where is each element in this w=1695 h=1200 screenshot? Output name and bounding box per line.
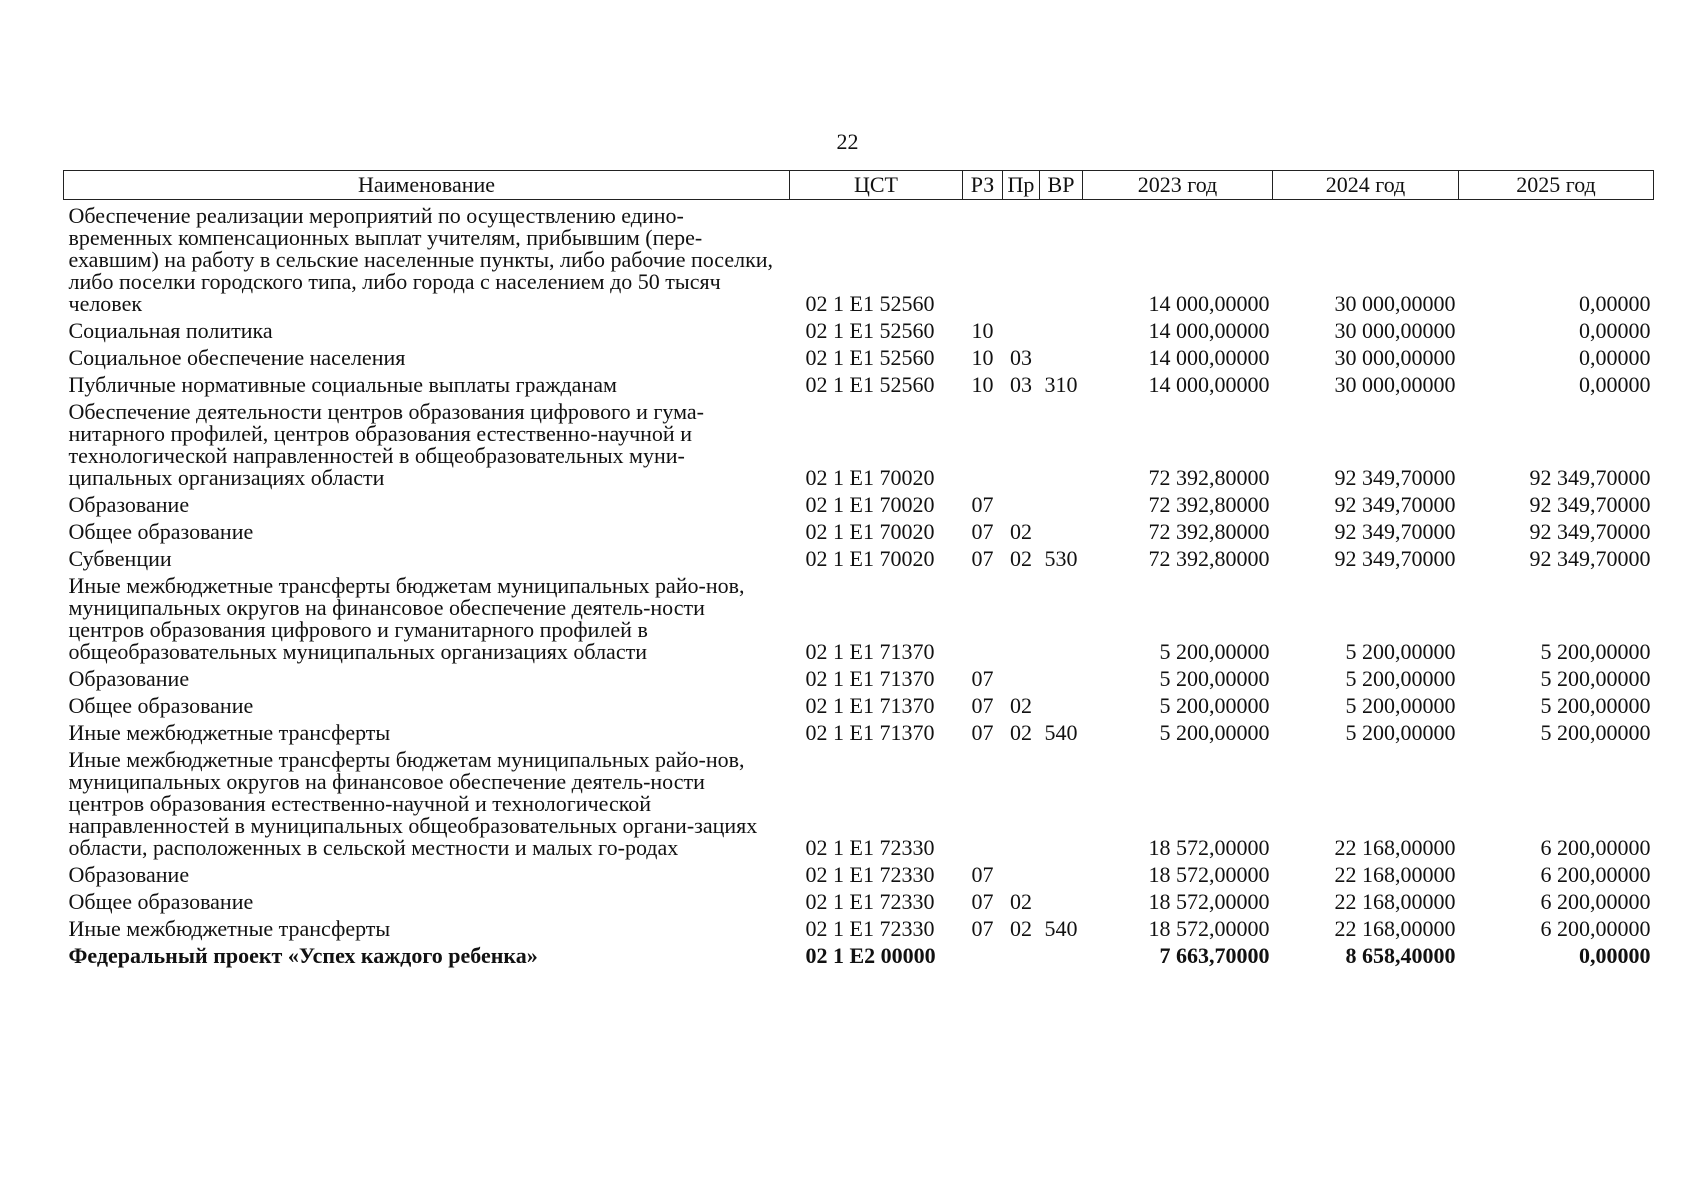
row-vr [1040,315,1083,342]
row-amount-2023: 5 200,00000 [1159,666,1270,691]
row-cst: 02 1 E1 71370 [805,720,935,745]
row-pr: 03 [1010,372,1032,397]
header-rz: РЗ [963,171,1003,200]
row-amount-2025: 92 349,70000 [1529,546,1651,571]
row-amount-2025: 92 349,70000 [1529,492,1651,517]
row-amount-2023: 5 200,00000 [1159,639,1270,664]
row-pr [1003,744,1040,859]
row-pr [1003,396,1040,489]
row-pr [1003,570,1040,663]
row-amount-2023: 72 392,80000 [1148,546,1270,571]
row-cst: 02 1 E1 70020 [805,492,935,517]
table-row [64,315,1654,342]
row-vr [1040,396,1083,489]
row-vr: 540 [1044,720,1078,745]
table-row [64,342,1654,369]
table-row [64,489,1654,516]
row-name: Образование [68,492,190,517]
row-name: Обеспечение деятельности центров образования цифрового и гума-нитарного профилей, центров образования естественно-научной и технологической направленностей в общеобразовательных муни-ципальных организациях области [68,399,704,490]
row-pr [1003,200,1040,316]
table-row [64,744,1654,859]
row-amount-2024: 22 168,00000 [1334,916,1456,941]
table-row [64,200,1654,316]
table-row [64,543,1654,570]
row-cst: 02 1 E1 72330 [805,889,935,914]
row-amount-2023: 72 392,80000 [1148,465,1270,490]
row-vr [1040,516,1083,543]
row-amount-2024: 92 349,70000 [1334,546,1456,571]
row-rz: 10 [971,372,994,397]
header-2024: 2024 год [1273,171,1459,200]
row-amount-2023: 14 000,00000 [1148,345,1270,370]
row-amount-2023: 5 200,00000 [1159,720,1270,745]
row-pr: 02 [1010,720,1032,745]
row-rz: 07 [971,519,994,544]
row-cst: 02 1 E1 71370 [805,666,935,691]
row-name: Общее образование [68,693,254,718]
row-amount-2024: 30 000,00000 [1334,345,1456,370]
row-amount-2025: 5 200,00000 [1540,639,1651,664]
row-vr [1040,859,1083,886]
header-name: Наименование [64,171,790,200]
row-rz: 07 [971,693,994,718]
row-name: Федеральный проект «Успех каждого ребенка» [68,943,538,968]
row-name: Субвенции [68,546,172,571]
row-amount-2023: 18 572,00000 [1148,835,1270,860]
row-vr: 310 [1044,372,1078,397]
row-pr: 02 [1010,889,1032,914]
row-name: Публичные нормативные социальные выплаты гражданам [68,372,617,397]
row-vr [1040,663,1083,690]
row-rz: 10 [971,318,994,343]
row-amount-2023: 18 572,00000 [1148,889,1270,914]
header-pr: Пр [1003,171,1040,200]
row-amount-2024: 22 168,00000 [1334,862,1456,887]
row-name: Иные межбюджетные трансферты бюджетам муниципальных райо-нов, муниципальных округов на финансовое обеспечение деятель-ности центров образования естественно-научной и технологической направленностей в муниципальных общеобразовательных органи-зациях области, расположенных в сельской местности и малых го-родах [68,747,758,860]
page-number: 22 [836,129,859,154]
row-vr [1040,940,1083,967]
row-amount-2024: 5 200,00000 [1345,693,1456,718]
row-amount-2023: 7 663,70000 [1159,943,1270,968]
row-amount-2024: 5 200,00000 [1345,720,1456,745]
row-rz: 07 [971,492,994,517]
row-pr [1003,315,1040,342]
row-amount-2023: 18 572,00000 [1148,916,1270,941]
row-amount-2025: 5 200,00000 [1540,720,1651,745]
row-pr [1003,663,1040,690]
row-amount-2025: 92 349,70000 [1529,465,1651,490]
table-row [64,859,1654,886]
row-name: Образование [68,862,190,887]
table-row [64,396,1654,489]
row-amount-2023: 72 392,80000 [1148,519,1270,544]
row-pr [1003,489,1040,516]
row-amount-2025: 6 200,00000 [1540,862,1651,887]
row-vr [1040,690,1083,717]
row-amount-2023: 5 200,00000 [1159,693,1270,718]
row-amount-2025: 5 200,00000 [1540,693,1651,718]
row-pr [1003,859,1040,886]
row-rz: 07 [971,916,994,941]
row-amount-2024: 22 168,00000 [1334,835,1456,860]
header-vr: ВР [1040,171,1083,200]
row-amount-2024: 8 658,40000 [1345,943,1456,968]
row-name: Общее образование [68,519,254,544]
row-amount-2023: 14 000,00000 [1148,291,1270,316]
row-amount-2025: 6 200,00000 [1540,889,1651,914]
table-row [64,886,1654,913]
row-amount-2025: 92 349,70000 [1529,519,1651,544]
row-cst: 02 1 E1 70020 [805,519,935,544]
table-row [64,570,1654,663]
row-rz: 07 [971,720,994,745]
table-row [64,940,1654,967]
row-amount-2024: 92 349,70000 [1334,465,1456,490]
row-amount-2025: 0,00000 [1579,318,1651,343]
row-name: Обеспечение реализации мероприятий по осуществлению едино-временных компенсационных выплат учителям, прибывшим (пере-ехавшим) на работу в сельские населенные пункты, либо рабочие поселки, либо поселки городского типа, либо города с населением до 50 тысяч человек [68,203,774,316]
row-amount-2025: 6 200,00000 [1540,916,1651,941]
row-amount-2025: 0,00000 [1579,345,1651,370]
row-name: Общее образование [68,889,254,914]
row-name: Иные межбюджетные трансферты бюджетам муниципальных райо-нов, муниципальных округов на финансовое обеспечение деятель-ности центров образования цифрового и гуманитарного профилей в общеобразовательных муниципальных организациях области [68,573,745,664]
row-rz [963,744,1003,859]
header-cst: ЦСТ [790,171,963,200]
table-row [64,516,1654,543]
table-body [64,200,1654,968]
row-vr [1040,342,1083,369]
table-row [64,717,1654,744]
row-pr: 03 [1010,345,1032,370]
table-row [64,913,1654,940]
row-cst: 02 1 E1 72330 [805,862,935,887]
row-vr [1040,886,1083,913]
row-amount-2025: 6 200,00000 [1540,835,1651,860]
row-cst: 02 1 E1 71370 [805,693,935,718]
row-rz [963,200,1003,316]
row-cst: 02 1 E1 70020 [805,465,935,490]
row-name: Образование [68,666,190,691]
row-amount-2025: 0,00000 [1579,943,1651,968]
budget-table [63,170,1654,967]
row-cst: 02 1 E1 72330 [805,916,935,941]
table-header-row [64,171,1654,200]
row-amount-2023: 72 392,80000 [1148,492,1270,517]
row-rz: 10 [971,345,994,370]
row-amount-2024: 5 200,00000 [1345,666,1456,691]
row-rz [963,396,1003,489]
row-amount-2024: 5 200,00000 [1345,639,1456,664]
row-pr: 02 [1010,916,1032,941]
row-rz: 07 [971,889,994,914]
row-name: Социальная политика [68,318,273,343]
row-amount-2024: 92 349,70000 [1334,492,1456,517]
row-pr: 02 [1010,519,1032,544]
row-cst: 02 1 E1 71370 [805,639,935,664]
row-amount-2024: 22 168,00000 [1334,889,1456,914]
row-cst: 02 1 E1 52560 [805,345,935,370]
row-rz: 07 [971,666,994,691]
row-amount-2024: 30 000,00000 [1334,318,1456,343]
row-amount-2024: 92 349,70000 [1334,519,1456,544]
row-amount-2024: 30 000,00000 [1334,291,1456,316]
row-vr [1040,570,1083,663]
row-pr [1003,940,1040,967]
header-2023: 2023 год [1083,171,1273,200]
row-amount-2025: 0,00000 [1579,372,1651,397]
row-cst: 02 1 E1 52560 [805,291,935,316]
row-amount-2025: 5 200,00000 [1540,666,1651,691]
row-cst: 02 1 E1 70020 [805,546,935,571]
row-rz: 07 [971,546,994,571]
header-2025: 2025 год [1459,171,1654,200]
row-amount-2023: 18 572,00000 [1148,862,1270,887]
row-vr [1040,489,1083,516]
row-pr: 02 [1010,546,1032,571]
row-vr [1040,744,1083,859]
table-row [64,663,1654,690]
row-amount-2023: 14 000,00000 [1148,372,1270,397]
row-amount-2024: 30 000,00000 [1334,372,1456,397]
row-amount-2025: 0,00000 [1579,291,1651,316]
row-vr: 540 [1044,916,1078,941]
row-pr: 02 [1010,693,1032,718]
table-row [64,690,1654,717]
row-cst: 02 1 E1 52560 [805,318,935,343]
row-cst: 02 1 E1 52560 [805,372,935,397]
table-row [64,369,1654,396]
row-vr [1040,200,1083,316]
row-rz [963,940,1003,967]
row-name: Иные межбюджетные трансферты [68,916,391,941]
row-vr: 530 [1044,546,1078,571]
row-cst: 02 1 E2 00000 [805,943,936,968]
row-rz: 07 [971,862,994,887]
row-name: Социальное обеспечение населения [68,345,406,370]
row-name: Иные межбюджетные трансферты [68,720,391,745]
row-cst: 02 1 E1 72330 [805,835,935,860]
row-rz [963,570,1003,663]
row-amount-2023: 14 000,00000 [1148,318,1270,343]
